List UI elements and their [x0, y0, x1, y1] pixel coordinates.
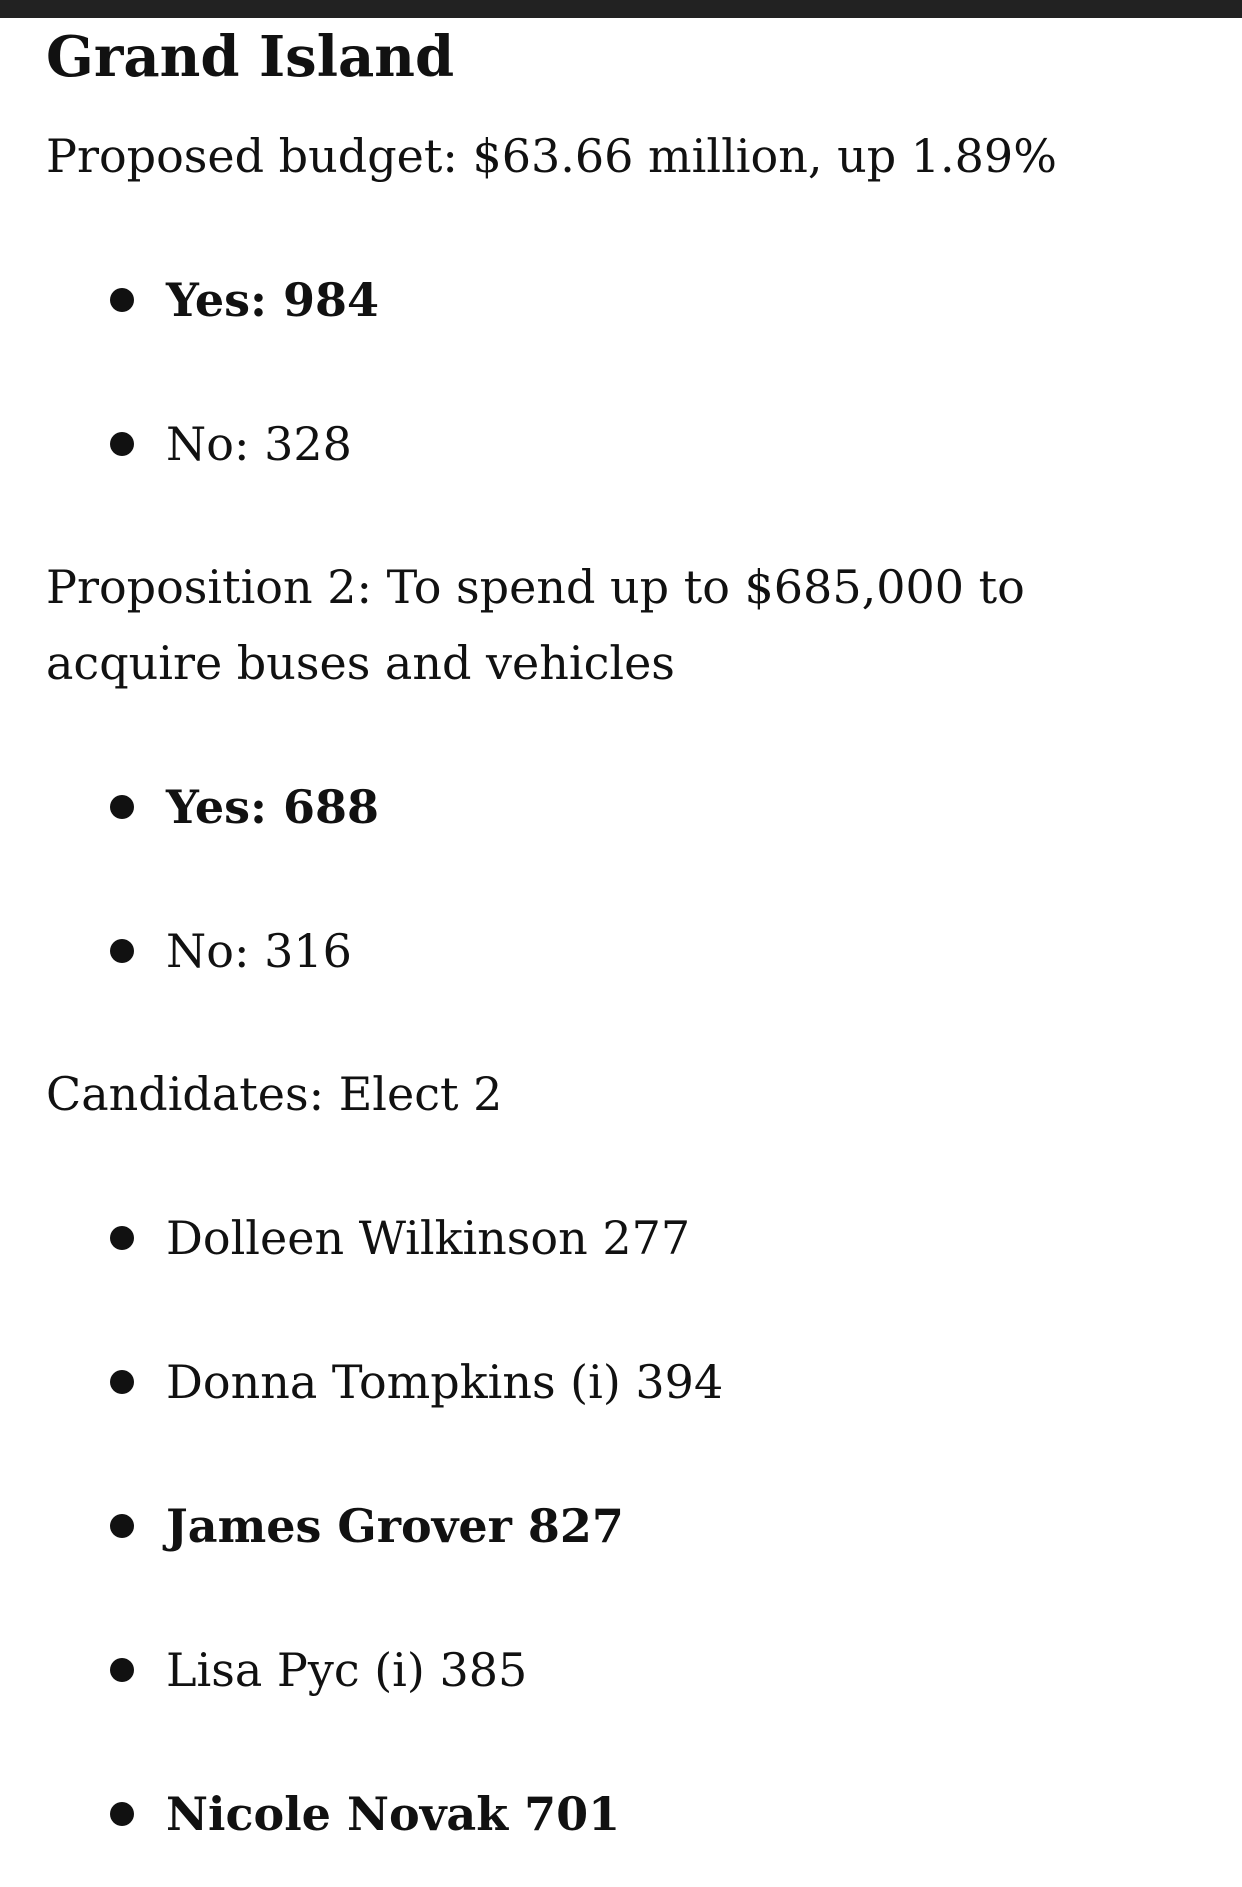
list-item — [46, 372, 379, 516]
candidate-item — [46, 1454, 723, 1598]
list-item — [46, 735, 379, 879]
budget-description: Proposed budget: $63.66 million, up 1.89% — [46, 129, 1057, 183]
bullet-icon — [110, 1226, 134, 1250]
proposition-description: Proposition 2: To spend up to $685,000 to acquire buses and vehicles — [46, 560, 1025, 690]
budget-no-count: No: 328 — [166, 417, 352, 471]
candidate-label: Nicole Novak 701 — [166, 1787, 621, 1841]
candidate-item — [46, 1310, 723, 1454]
candidate-item — [46, 1598, 723, 1742]
candidates-heading: Candidates: Elect 2 — [46, 1067, 503, 1121]
bullet-icon — [110, 1658, 134, 1682]
candidate-label: Donna Tompkins (i) 394 — [166, 1355, 724, 1409]
bullet-icon — [110, 795, 134, 819]
district-heading: Grand Island — [46, 24, 455, 90]
top-bar — [0, 0, 1242, 18]
bullet-icon — [110, 1370, 134, 1394]
bullet-icon — [110, 1802, 134, 1826]
budget-results-list — [46, 228, 379, 516]
budget-yes-count: Yes: 984 — [166, 273, 380, 327]
candidate-label: Lisa Pyc (i) 385 — [166, 1643, 528, 1697]
candidate-label: James Grover 827 — [166, 1499, 624, 1553]
bullet-icon — [110, 288, 134, 312]
bullet-icon — [110, 432, 134, 456]
proposition-yes-count: Yes: 688 — [166, 780, 380, 834]
proposition-results-list — [46, 735, 379, 1023]
bullet-icon — [110, 1514, 134, 1538]
list-item — [46, 879, 379, 1023]
candidate-label: Dolleen Wilkinson 277 — [166, 1211, 691, 1265]
candidate-item — [46, 1742, 723, 1886]
candidate-item — [46, 1166, 723, 1310]
list-item — [46, 228, 379, 372]
bullet-icon — [110, 939, 134, 963]
candidates-list — [46, 1166, 723, 1886]
proposition-no-count: No: 316 — [166, 924, 352, 978]
